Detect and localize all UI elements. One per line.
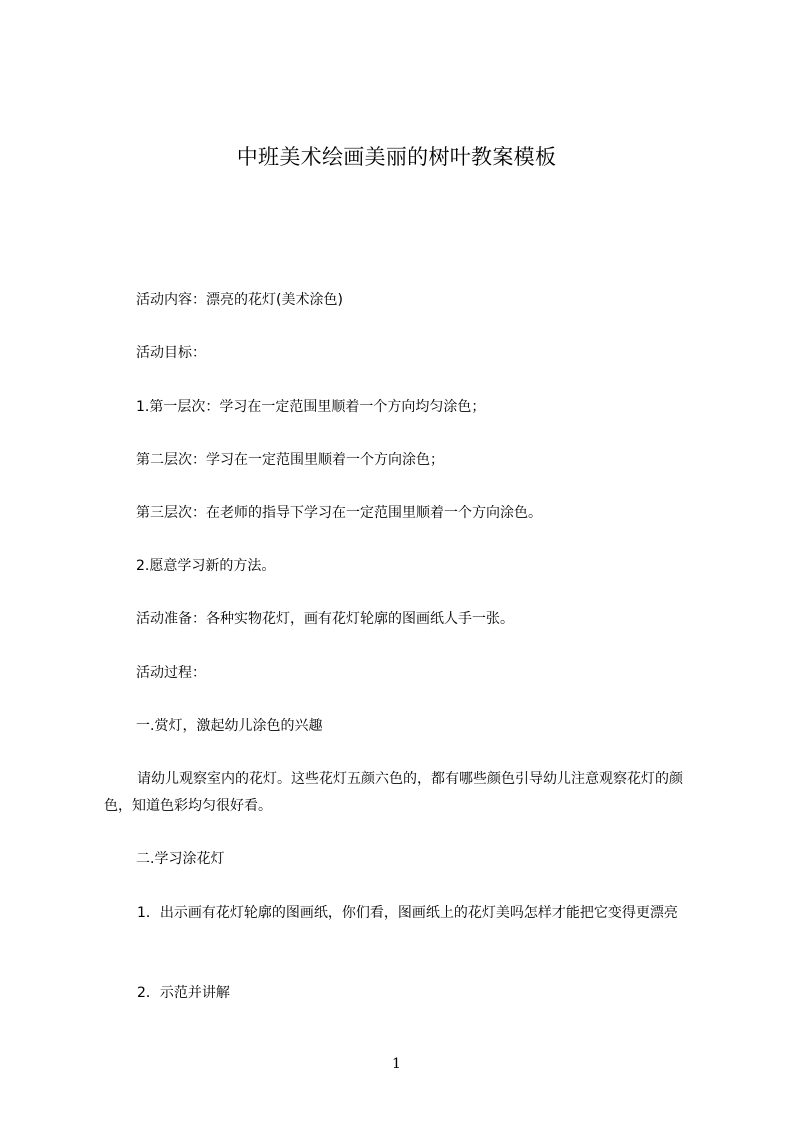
paragraph-goal-level-3: 第三层次：在老师的指导下学习在一定范围里顺着一个方向涂色。 [136, 505, 542, 521]
paragraph-activity-process: 活动过程： [136, 665, 206, 681]
document-title: 中班美术绘画美丽的树叶教案模板 [236, 145, 557, 169]
paragraph-activity-content: 活动内容：漂亮的花灯(美术涂色) [136, 292, 343, 308]
paragraph-goal-2: 2.愿意学习新的方法。 [136, 558, 276, 574]
paragraph-step-2: 2．示范并讲解 [137, 985, 230, 1001]
paragraph-section-1-heading: 一.赏灯，激起幼儿涂色的兴趣 [136, 718, 323, 734]
paragraph-activity-prep: 活动准备：各种实物花灯，画有花灯轮廓的图画纸人手一张。 [136, 611, 514, 627]
paragraph-goal-level-1: 1.第一层次：学习在一定范围里顺着一个方向均匀涂色； [136, 399, 486, 415]
paragraph-observe-lanterns: 请幼儿观察室内的花灯。这些花灯五颜六色的，都有哪些颜色引导幼儿注意观察花灯的颜色，知道色彩均匀很好看。 [104, 771, 683, 814]
paragraph-goal-level-2: 第二层次：学习在一定范围里顺着一个方向涂色； [136, 452, 444, 468]
paragraph-section-2-heading: 二.学习涂花灯 [136, 851, 225, 867]
paragraph-step-1: 1．出示画有花灯轮廓的图画纸，你们看，图画纸上的花灯美吗怎样才能把它变得更漂亮 [137, 905, 678, 921]
page-number: 1 [392, 1056, 401, 1072]
paragraph-activity-goals: 活动目标： [136, 345, 206, 361]
